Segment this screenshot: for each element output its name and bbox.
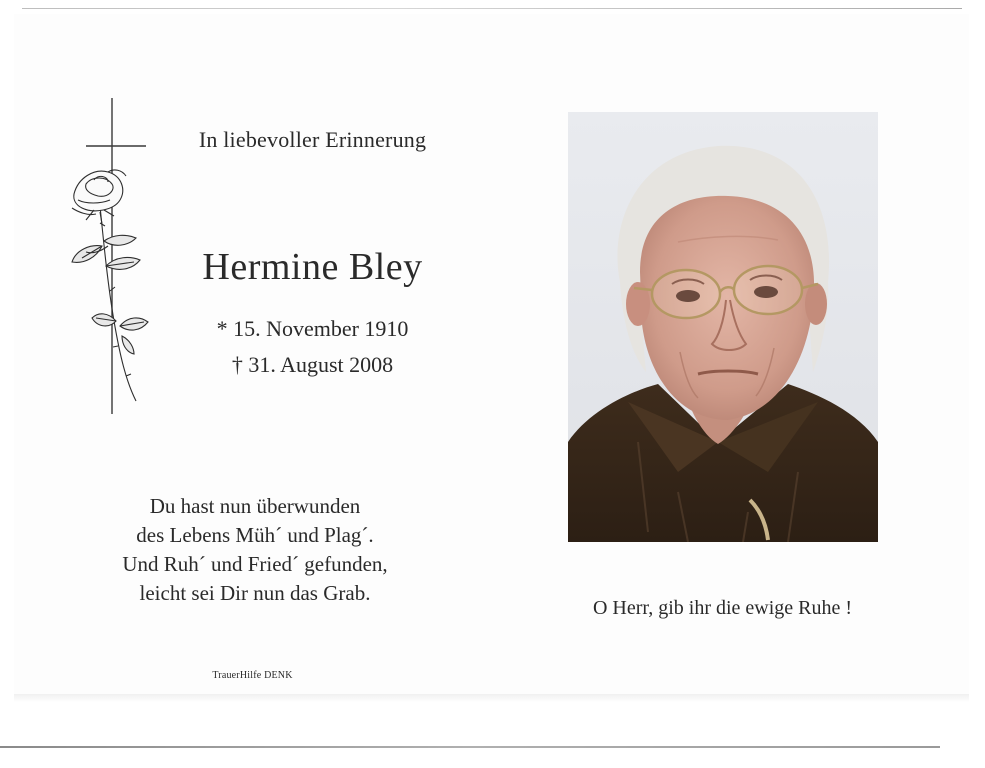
scan-bottom-edge	[0, 746, 940, 748]
poem-line: leicht sei Dir nun das Grab.	[139, 581, 371, 605]
poem-line: Du hast nun überwunden	[149, 494, 361, 518]
publisher-credit: TrauerHilfe DENK	[212, 670, 293, 681]
card-shadow	[14, 694, 969, 702]
prayer-text: O Herr, gib ihr die ewige Ruhe !	[592, 597, 853, 619]
poem-line: des Lebens Müh´ und Plag´.	[136, 523, 374, 547]
poem-line: Und Ruh´ und Fried´ gefunden,	[122, 552, 388, 576]
death-date: † 31. August 2008	[231, 352, 394, 377]
rose-icon	[72, 170, 148, 401]
memorial-poem	[60, 492, 450, 608]
memorial-heading: In liebevoller Erinnerung	[198, 127, 427, 152]
deceased-name: Hermine Bley	[202, 246, 423, 288]
birth-date: * 15. November 1910	[216, 316, 409, 341]
scan-top-edge	[22, 8, 962, 9]
portrait-illustration	[568, 112, 878, 542]
portrait-photo	[568, 112, 878, 542]
